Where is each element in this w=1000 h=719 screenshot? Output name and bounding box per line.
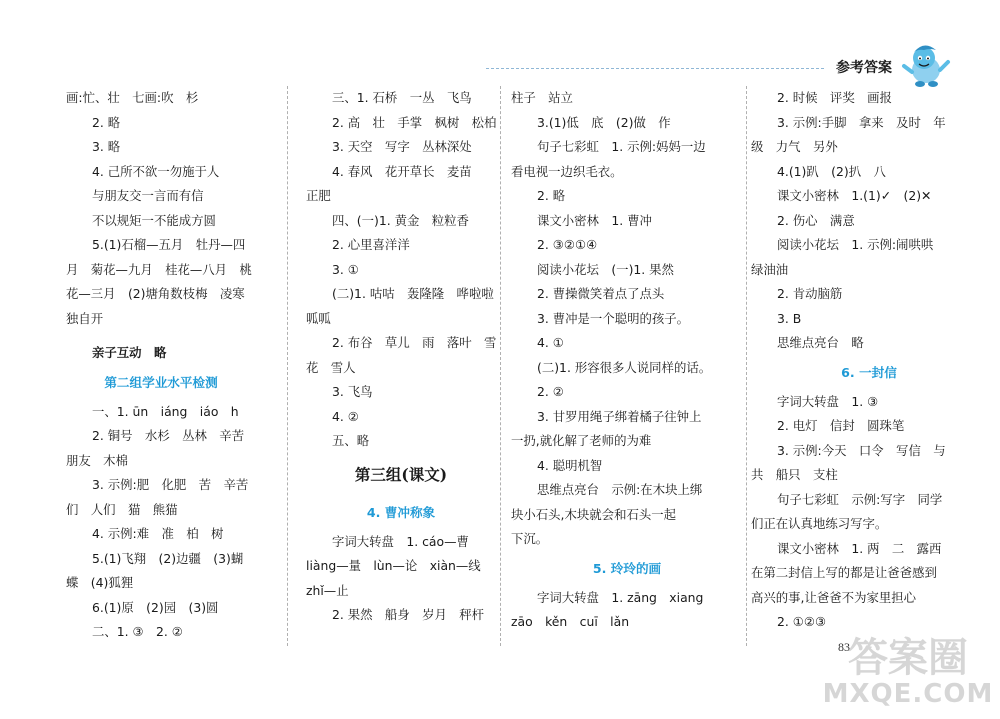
answer-line: 3. B: [777, 310, 802, 326]
answer-line: 6.(1)原 (2)园 (3)圆: [92, 599, 219, 615]
column-divider: [500, 86, 501, 646]
answer-line: 们正在认真地练习写字。: [751, 516, 888, 531]
answer-line: 3. 示例:今天 口令 写信 与: [777, 442, 946, 458]
answer-line: 4. 己所不欲一勿施于人: [92, 163, 220, 179]
column-divider: [746, 86, 747, 646]
answer-line: 2. ②: [537, 384, 564, 399]
answer-line: 课文小密林 1. 曹冲: [537, 212, 652, 228]
answer-line: 三、1. 石桥 一丛 飞鸟: [332, 90, 472, 105]
answer-line: 字词大转盘 1. cáo—曹: [332, 533, 469, 549]
answer-line: 2. 果然 船身 岁月 秤杆: [332, 607, 485, 622]
answer-line: (二)1. 咕咕 轰隆隆 哗啦啦: [332, 286, 494, 301]
header-rule: [486, 68, 824, 69]
answer-line: 2. 肯动脑筋: [777, 286, 843, 301]
answer-line: 字词大转盘 1. ③: [777, 393, 879, 409]
answer-line: 阅读小花坛 (一)1. 果然: [537, 261, 674, 277]
watermark-logo: [820, 636, 996, 718]
group-title: 第三组(课文): [354, 464, 448, 484]
answer-line: 3. 示例:手脚 拿来 及时 年: [777, 114, 946, 130]
section-heading: 5. 玲玲的画: [592, 560, 662, 576]
section-heading: 第二组学业水平检测: [104, 374, 218, 390]
page-number: 83: [838, 640, 850, 654]
answer-line: 四、(一)1. 黄金 粒粒香: [332, 212, 469, 228]
answer-line: 字词大转盘 1. zāng xiang: [537, 589, 704, 605]
answer-line: 2. 高 壮 手掌 枫树 松柏: [332, 114, 496, 130]
answer-line: 在第二封信上写的都是让爸爸感到: [751, 565, 937, 580]
header-title: 参考答案: [836, 60, 892, 76]
answer-column-1: [66, 86, 256, 646]
answer-line: 3. 甘罗用绳子绑着橘子往钟上: [537, 408, 702, 424]
answer-line: 一、1. ūn iáng iáo h: [92, 403, 239, 419]
answer-column-3: [511, 86, 743, 646]
answer-line: 2. 伤心 满意: [777, 212, 855, 228]
section-heading: 6. 一封信: [841, 364, 897, 380]
answer-line: 5.(1)石榴—五月 牡丹—四: [92, 237, 246, 252]
answer-line: (二)1. 形容很多人说同样的话。: [537, 359, 712, 375]
answer-line: 正肥: [306, 188, 331, 203]
answer-line: 课文小密林 1. 两 二 露西: [777, 540, 942, 556]
answer-line: 蝶 (4)狐狸: [66, 575, 134, 590]
answer-column-4: [751, 86, 987, 646]
cartoon-character-icon: [900, 40, 952, 92]
watermark-url: MXQE.COM: [822, 679, 994, 709]
answer-line: 花 雪人: [306, 359, 356, 375]
answer-line: zhǐ—止: [306, 582, 349, 598]
answer-line: liàng—量 lùn—论 xiàn—线: [306, 558, 481, 573]
answer-line: 思维点亮台 略: [777, 335, 864, 350]
answer-line: 4. ①: [537, 335, 564, 350]
answer-line: 2. 电灯 信封 圆珠笔: [777, 418, 905, 433]
column-divider: [287, 86, 288, 646]
answer-line: 5.(1)飞翔 (2)边疆 (3)蝴: [92, 550, 244, 566]
answer-column-2: [306, 86, 496, 646]
answer-line: 3.(1)低 底 (2)做 作: [537, 114, 671, 130]
section-heading: 4. 曹冲称象: [366, 504, 436, 520]
answer-line: 们 人们 猫 熊猫: [66, 501, 178, 517]
answer-line: 3. 略: [92, 139, 121, 154]
answer-line: 3. 天空 写字 丛林深处: [332, 139, 472, 154]
answer-line: 思维点亮台 示例:在木块上绑: [537, 482, 703, 497]
answer-line: 4. 聪明机智: [537, 457, 603, 473]
answer-line: 3. 示例:肥 化肥 苦 辛苦: [92, 477, 249, 492]
answer-line: 月 菊花—九月 桂花—八月 桃: [66, 261, 252, 277]
answer-line: zāo kěn cuī lǎn: [511, 614, 630, 629]
answer-line: 花—三月 (2)塘角数枝梅 凌寒: [66, 286, 245, 301]
answer-line: 4. 示例:难 准 柏 树: [92, 526, 224, 541]
answer-line: 2. 铜号 水杉 丛林 辛苦: [92, 428, 245, 443]
answer-line: 朋友 木棉: [66, 452, 128, 468]
answer-line: 不以规矩一不能成方圆: [92, 212, 216, 228]
answer-line: 看电视一边织毛衣。: [511, 163, 623, 179]
answer-line: 4. 春风 花开草长 麦苗: [332, 163, 472, 179]
answer-line: 2. 略: [537, 188, 566, 203]
answer-line: 共 船只 支柱: [751, 467, 838, 482]
answer-line: 2. ①②③: [777, 614, 827, 629]
answer-line: 3. 飞鸟: [332, 384, 373, 399]
answer-line: 2. 曹操微笑着点了点头: [537, 286, 665, 301]
answer-line: 2. 略: [92, 114, 121, 130]
answer-line: 五、略: [332, 433, 370, 448]
answer-line: 2. 心里喜洋洋: [332, 237, 410, 252]
answer-line: 高兴的事,让爸爸不为家里担心: [751, 589, 917, 605]
answer-line: 级 力气 另外: [751, 139, 838, 154]
answer-line: 下沉。: [511, 531, 549, 546]
watermark-text: 答案圈: [848, 635, 968, 681]
spacer: [66, 331, 256, 341]
answer-line: 亲子互动 略: [92, 345, 167, 360]
answer-line: 句子七彩虹 示例:写字 同学: [777, 491, 943, 507]
answer-line: 柱子 站立: [511, 90, 573, 105]
answer-line: 二、1. ③ 2. ②: [92, 624, 183, 639]
answer-line: 与朋友交一言而有信: [92, 188, 204, 203]
answer-line: 课文小密林 1.(1)✓ (2)✕: [777, 188, 932, 203]
answer-line: 3. ①: [332, 261, 359, 277]
answer-line: 绿油油: [751, 261, 789, 277]
answer-line: 2. 时候 评奖 画报: [777, 90, 892, 105]
answer-line: 3. 曹冲是一个聪明的孩子。: [537, 310, 690, 326]
answer-line: 块小石头,木块就会和石头一起: [511, 506, 677, 522]
answer-line: 呱呱: [306, 310, 331, 326]
answer-line: 句子七彩虹 1. 示例:妈妈一边: [537, 139, 706, 154]
answer-line: 4.(1)趴 (2)扒 八: [777, 163, 886, 179]
answer-line: 2. ③②①④: [537, 237, 598, 252]
answer-line: 一扔,就化解了老师的为难: [511, 433, 652, 448]
answer-line: 4. ②: [332, 408, 359, 424]
answer-line: 画:忙、壮 七画:吹 杉: [66, 90, 199, 105]
answer-line: 独自开: [66, 310, 104, 326]
answer-line: 2. 布谷 草儿 雨 落叶 雪: [332, 335, 496, 350]
answer-line: 阅读小花坛 1. 示例:闹哄哄: [777, 237, 934, 252]
